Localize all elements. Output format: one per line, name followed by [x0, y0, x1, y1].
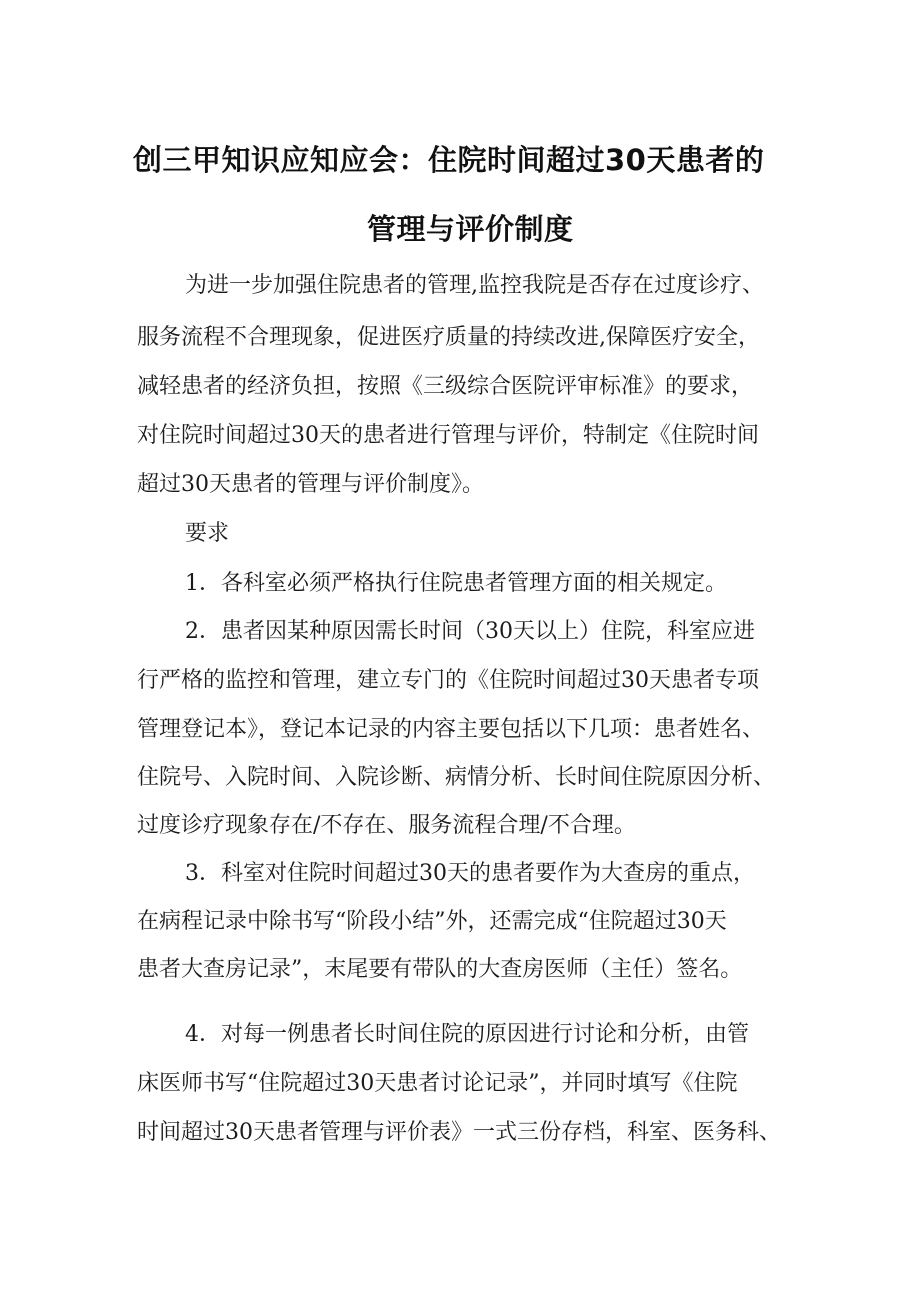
- requirement-item-3-line: 在病程记录中除书写“阶段小结”外，还需完成“住院超过30天: [137, 909, 727, 934]
- requirement-item-2-line: 2．患者因某种原因需长时间（30天以上）住院，科室应进: [185, 619, 755, 644]
- requirement-item-3-line: 3．科室对住院时间超过30天的患者要作为大查房的重点，: [185, 861, 755, 886]
- requirement-item-2-line: 住院号、入院时间、入院诊断、病情分析、长时间住院原因分析、: [137, 765, 776, 790]
- document-title-line-2: 管理与评价制度: [367, 212, 574, 246]
- intro-line: 超过30天患者的管理与评价制度》。: [137, 472, 484, 497]
- requirements-heading: 要求: [185, 521, 230, 546]
- requirement-item-4-line: 4．对每一例患者长时间住院的原因进行讨论和分析，由管: [185, 1022, 749, 1047]
- requirement-item-2-line: 过度诊疗现象存在/不存在、服务流程合理/不合理。: [137, 813, 636, 838]
- requirement-item-2-line: 管理登记本》，登记本记录的内容主要包括以下几项：患者姓名、: [137, 717, 765, 742]
- requirement-item-4-line: 时间超过30天患者管理与评价表》一式三份存档，科室、医务科、: [137, 1120, 781, 1145]
- requirement-item-2-line: 行严格的监控和管理，建立专门的《住院时间超过30天患者专项: [137, 668, 759, 693]
- requirement-item-3-line: 患者大查房记录”，末尾要有带队的大查房医师（主任）签名。: [137, 957, 743, 982]
- intro-line: 对住院时间超过30天的患者进行管理与评价，特制定《住院时间: [137, 423, 759, 448]
- document-title-line-1: 创三甲知识应知应会：住院时间超过30天患者的: [133, 143, 765, 177]
- requirement-item-4-line: 床医师书写“住院超过30天患者讨论记录”，并同时填写《住院: [137, 1071, 738, 1096]
- intro-line: 减轻患者的经济负担，按照《三级综合医院评审标准》的要求，: [137, 374, 754, 399]
- requirement-item-1: 1．各科室必须严格执行住院患者管理方面的相关规定。: [185, 571, 727, 596]
- intro-line: 为进一步加强住院患者的管理,监控我院是否存在过度诊疗、: [185, 273, 764, 298]
- intro-line: 服务流程不合理现象，促进医疗质量的持续改进,保障医疗安全，: [137, 325, 760, 350]
